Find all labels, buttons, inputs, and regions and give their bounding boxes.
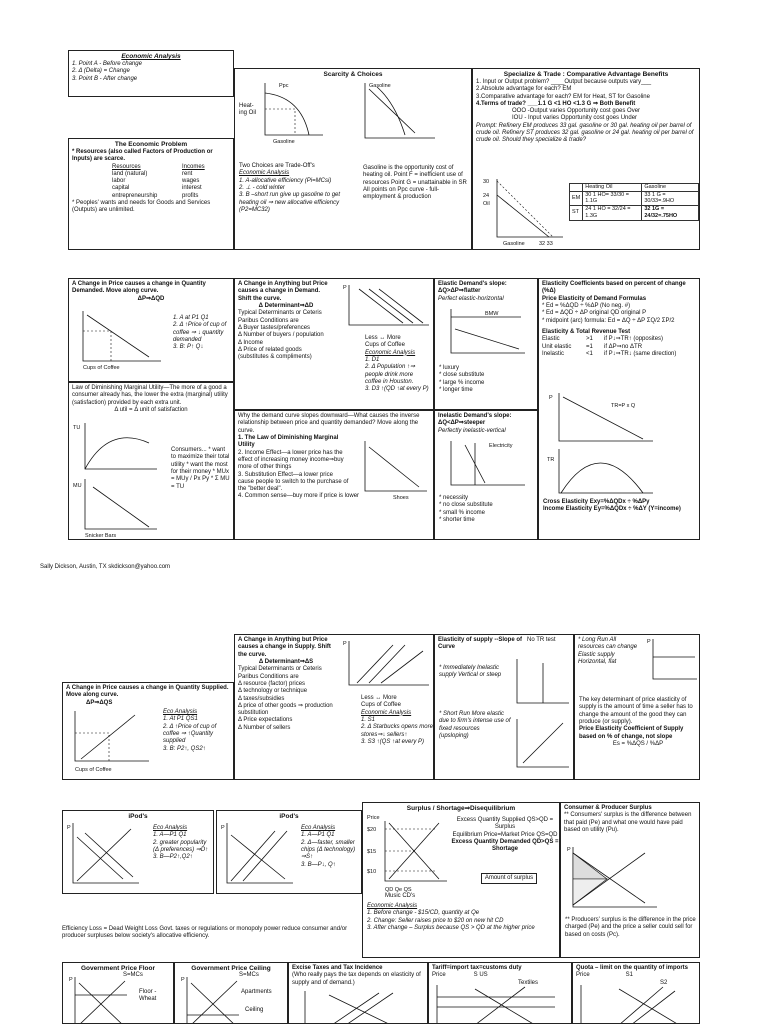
svg-text:P: P — [221, 825, 225, 831]
surplus-title: Surplus / Shortage⇒Disequilibrium — [406, 805, 516, 812]
tariff-title: Tariff=import tax=customs duty — [432, 965, 522, 971]
elasticity-title: Elasticity Coefficients based on percent of change (%Δ) — [542, 281, 686, 295]
floor-graph — [69, 977, 129, 1024]
gasoline-mc-graph — [355, 83, 435, 143]
scarcity-item: 1. A-allocative efficiency (Pi=MCsi) — [239, 177, 332, 184]
excise-graph — [299, 991, 409, 1024]
tr-cell: >1 — [586, 336, 593, 343]
determinant-item: Δ Buyer tastes/preferences — [238, 324, 311, 331]
supply-shift-caption: Cups of Coffee — [361, 702, 401, 709]
tr-title: Elasticity & Total Revenue Test — [542, 328, 631, 335]
tariff-box — [428, 962, 572, 1024]
elasticity-box — [538, 278, 700, 540]
change-supply-sub: Typical Determinants or Ceteris Paribus Conditions are — [238, 666, 322, 680]
ceiling-tag: Ceiling — [245, 1007, 264, 1013]
change-supply-formula: Δ Determinant⇒ΔS — [258, 658, 314, 665]
svg-text:P: P — [647, 639, 651, 645]
change-demand-formula: Δ Determinant⇒ΔD — [258, 302, 314, 309]
heating-oil-label: Heat-ing Oil — [239, 103, 257, 117]
elastic-box — [434, 278, 538, 410]
tr-cell: <1 — [586, 350, 593, 357]
why-demand-title: Why the demand curve slopes downward—What causes the inverse relationship between price and quantity demanded? Move along the curve. — [238, 413, 420, 434]
cs-ps-graph — [567, 847, 657, 913]
ipod-supply-box — [216, 810, 362, 894]
tradeoff-text: Two Choices are Trade-Off's — [239, 163, 315, 169]
scarcity-ea-label: Economic Analysis — [239, 170, 290, 177]
change-demand-title: A Change in Anything but Price causes a change in Demand. Shift the curve. — [238, 281, 328, 302]
demand-graph — [77, 311, 161, 371]
table-cell: 24 1 HO = 32/24 = 1.3G — [583, 206, 642, 220]
income-cell: profits — [182, 192, 199, 199]
ea-item: 1. D1 — [365, 356, 380, 363]
specialize-title: Specialize & Trade : Comparative Advantage Benefits — [503, 71, 669, 78]
quota-price-label: Price — [576, 972, 590, 979]
amount-surplus-label: Amount of surplus — [481, 873, 537, 884]
price-qs-item: 1. At P1 QS1 — [163, 716, 198, 723]
tr-cell: Elastic — [542, 336, 560, 343]
shoes-caption: Shoes — [393, 495, 409, 501]
specialize-line: IOU - Input varies Opportunity cost goes Under — [512, 115, 638, 122]
economic-problem-title: The Economic Problem — [114, 141, 188, 148]
trade-x2-label: 32 33 — [539, 241, 553, 247]
floor-title: Government Price Floor — [80, 965, 156, 972]
y24-label: 24 — [483, 193, 490, 199]
why-demand-box — [234, 410, 434, 540]
why-item: 2. Income Effect—a lower price has the effect of increasing money income⇒buy more of other things — [238, 449, 344, 471]
scarcity-item: 3. B –short run give up gasoline to get heating oil ⇒ new allocative efficiency (P2=MC32) — [239, 192, 341, 213]
ipod1-item: 3. B—P2↑,Q2↑ — [153, 854, 193, 861]
quota-s1-label: S1 — [625, 972, 634, 979]
why-item: 3. Substitution Effect—a lower price cause people to switch to the purchase of the "better deal". — [238, 471, 349, 493]
electricity-label: Electricity — [489, 443, 513, 449]
specialize-trade-box — [472, 68, 700, 250]
floor-tag: Floor - Wheat — [139, 989, 157, 1003]
ceiling-title: Government Price Ceiling — [191, 965, 271, 972]
economic-problem-footer: * Peoples' wants and needs for Goods and Services (Outputs) are unlimited. — [72, 200, 211, 214]
income-cell: rent — [182, 170, 193, 177]
scarcity-choices-box — [234, 68, 472, 250]
scarcity-title: Scarcity & Choices — [323, 71, 383, 78]
change-supply-ea: Economic Analysis — [361, 709, 412, 716]
efficiency-loss-text: Efficiency Loss = Dead Weight Loss Govt. taxes or regulations or monopoly power reduce consumer and/or producer surpluses below society's allocative efficiency. — [62, 926, 348, 940]
elastic-graph — [445, 309, 525, 359]
y30-label: 30 — [483, 179, 490, 185]
producer-surplus-text: ** Producers' surplus is the difference in the price charged (Pe) and the price a seller could sell for based on costs (Pc). — [565, 917, 696, 938]
long-run-coef: Price Elasticity Coefficient of Supply based on % of change, not slope — [579, 726, 684, 740]
elasticity-line: * Ed = ΔQD ÷ ΔP original QD original P — [542, 310, 647, 317]
inelastic-sub: Perfectly inelastic-vertical — [438, 427, 506, 434]
economic-analysis-title: Economic Analysis — [121, 53, 181, 60]
incomes-header: Incomes — [182, 163, 205, 170]
dmu-box — [68, 382, 234, 540]
resources-header: Resources — [112, 163, 141, 170]
shoes-graph — [359, 441, 427, 501]
short-run-text: * Short Run More elastic due to firm's intense use of fixed resources (upsloping) — [439, 711, 511, 739]
income-cell: interest — [182, 185, 202, 192]
p10-label: $10 — [367, 869, 377, 875]
inelastic-graph — [445, 441, 525, 491]
ipod1-item: 1. A—P1 Q1 — [153, 832, 187, 839]
income-cell: wages — [182, 178, 200, 185]
svg-text:P: P — [343, 641, 347, 647]
ipod-demand-box — [62, 810, 214, 894]
quota-box — [572, 962, 700, 1024]
trade-table — [569, 183, 699, 221]
ipod2-item: 2. Δ—faster, smaller chips (Δ technology) ⇒S↑ — [301, 839, 356, 861]
specialize-line: 2.Absolute advantage for each? EM — [476, 86, 572, 93]
supply-determinant: Δ price of other goods ⇒ production substitution — [238, 702, 333, 717]
dmu-right: Consumers... * want to maximize their total utility * want the most for their money * MUx = MUy / Px Py * Σ MU = TU — [171, 447, 230, 490]
price-qd-item: 2. Δ ↑Price of cup of coffee ⇒ ↓ quantity demanded — [173, 322, 227, 343]
price-qd-item: 3. B: P↑ Q↓ — [173, 344, 204, 351]
determinant-item: Δ Number of buyers / population — [238, 332, 324, 339]
table-cell: 30 1 HO= 33/30 = 1.1G — [583, 191, 642, 205]
inelastic-item: * shorter time — [439, 516, 475, 523]
table-cell: EM — [570, 191, 583, 205]
price-qs-title: A Change in Price causes a change in Quantity Supplied. Move along curve. — [66, 685, 229, 699]
supply-determinant: Δ Price expectations — [238, 717, 293, 724]
price-qs-formula: ΔP⇒ΔQS — [86, 699, 113, 706]
price-qs-item: 2. Δ ↑Price of cup of coffee ⇒ ↑Quantity supplied — [163, 723, 217, 745]
specialize-prompt: Prompt: Refinery EM produces 33 gal. gasoline or 30 gal. heating oil per barrel of crude oil. Refinery ST produces 32 gal. gasoline or 24 gal. heating oil per barrel of crude oil. Should they specialize & trade? — [476, 122, 694, 144]
cups-coffee-caption: Cups of Coffee — [83, 365, 120, 371]
supply-graph — [69, 711, 149, 775]
specialize-line: OOO -Output varies Opportunity cost goes Over — [512, 108, 641, 115]
elasticity-line: * Ed = %ΔQD ÷ %ΔP (No neg. #) — [542, 302, 631, 309]
inelastic-title: Inelastic Demand's slope: ΔQ<ΔP⇒steeper — [438, 413, 512, 427]
surplus-ea-item: 3. After change – Surplus because QS > QD at the higher price — [367, 924, 535, 931]
long-run-box — [574, 634, 700, 780]
svg-text:P: P — [343, 285, 347, 291]
resource-cell: capital — [112, 185, 130, 192]
inelastic-box — [434, 410, 538, 540]
gasoline-graph-title: Gasoline — [369, 83, 391, 89]
tr-graph — [547, 393, 663, 497]
excise-sub: (Who really pays the tax depends on elasticity of supply and of demand.) — [292, 972, 421, 986]
less-more-label: Less ↔ More — [365, 335, 401, 341]
svg-text:P: P — [67, 825, 71, 831]
snicker-caption: Snicker Bars — [85, 533, 117, 539]
svg-text:P: P — [181, 977, 185, 983]
table-head: Heating Oil — [583, 184, 642, 192]
quota-title: Quota – limit on the quantity of imports — [576, 965, 688, 971]
tr-cell: Inelastic — [542, 350, 565, 357]
ea-line: 1. Point A - Before change — [72, 60, 142, 67]
change-supply-box — [234, 634, 434, 780]
supply-shift-graph — [343, 641, 429, 691]
table-head — [570, 184, 583, 192]
ea-line: 2. Δ (Delta) = Change — [72, 68, 130, 75]
resource-cell: labor — [112, 178, 126, 185]
price-qd-formula: ΔP⇒ΔQD — [137, 295, 165, 302]
svg-text:P: P — [69, 977, 73, 983]
apartments-tag: Apartments — [241, 989, 272, 995]
credit-line: Sally Dickson, Austin, TX skdickson@yahoo.com — [40, 564, 171, 570]
supply-elastic-graph — [513, 659, 571, 777]
tu-graph — [73, 423, 159, 539]
ppc-label: Ppc — [279, 83, 289, 89]
why-item: 4. Common sense—buy more if price is lower — [238, 493, 360, 500]
ipod2-item: 1. A—P1 Q1 — [301, 832, 335, 839]
supply-ea-item: 1. S1 — [361, 716, 376, 723]
cons-prod-title: Consumer & Producer Surplus — [564, 805, 652, 811]
excise-tax-box — [288, 962, 428, 1024]
supply-caption: Cups of Coffee — [75, 767, 112, 773]
ipod1-ea: Eco Analysis — [153, 825, 188, 831]
elastic-item: * large % income — [439, 379, 485, 386]
scarcity-item: 2. ⊥ - cold winter — [239, 184, 285, 191]
consumer-producer-box — [560, 802, 700, 958]
price-qd-title: A Change in Price causes a change in Quantity Demanded. Move along curve. — [72, 281, 206, 295]
tr-cell: Unit elastic — [542, 343, 572, 350]
demand-caption: Cups of Coffee — [365, 342, 405, 349]
excise-title: Excise Taxes and Tax Incidence — [292, 965, 383, 971]
why-item: 1. The Law of Diminishing Marginal Utility — [238, 434, 339, 449]
p15-label: $15 — [367, 849, 377, 855]
svg-text:P: P — [567, 847, 571, 853]
scarcity-left-text — [239, 163, 359, 214]
supply-determinant: Δ Number of sellers — [238, 724, 291, 731]
long-run-text: * Long Run All resources can change Elastic supply Horizontal, flat — [578, 637, 638, 665]
p20-label: $20 — [367, 827, 377, 833]
inelastic-item: * necessity — [439, 495, 469, 501]
ea-item: 3. D3 ↑(QD ↑at every P) — [365, 386, 429, 393]
ipod1-title: iPod's — [128, 813, 148, 820]
surplus-line: Excess Quantity Demanded QD>QS = Shortage — [451, 838, 559, 853]
elastic-item: * close substitute — [439, 372, 485, 379]
inelastic-item: * small % income — [439, 509, 486, 516]
elastic-title: Elastic Demand's slope: ΔQ>ΔP⇒flatter — [438, 281, 507, 295]
ceiling-graph — [181, 977, 241, 1024]
ipod2-ea: Eco Analysis — [301, 825, 336, 831]
tariff-graph — [435, 985, 565, 1024]
specialize-line: 1. Input or Output problem? ____Output because outputs vary___ — [476, 78, 652, 85]
elasticity-supply-box — [434, 634, 574, 780]
ipod2-title: iPod's — [279, 813, 299, 820]
price-ceiling-box — [174, 962, 288, 1024]
elastic-sub: Perfect elastic-horizontal — [438, 295, 504, 302]
surplus-ea: Economic Analysis — [367, 903, 418, 909]
quota-graph — [579, 985, 695, 1024]
surplus-price-label: Price — [367, 815, 380, 821]
ppc-graph — [253, 83, 323, 145]
oil-label: Oil — [483, 201, 490, 207]
floor-s-label: S=MCs — [123, 972, 143, 978]
price-qs-ea: Eco Analysis — [163, 709, 198, 715]
supply-determinant: Δ technology or technique — [238, 688, 308, 695]
table-head: Gasoline — [642, 184, 699, 192]
economic-problem-intro: * Resources (also called Factors of Production or Inputs) are scarce. — [72, 148, 213, 163]
table-cell: ST — [570, 206, 583, 220]
supply-ea-item: 2. Δ Starbucks opens more stores⇒↓ sellers↑ — [361, 724, 433, 738]
ea-item: 2. Δ Population ↑⇒ people drink more coffee in Houston. — [365, 364, 415, 385]
scarcity-right-text: Gasoline is the opportunity cost of heating oil. Point F = inefficient use of resources Point G = unattainable in SR All points on Ppc curve - full-employment & production — [363, 165, 467, 201]
supply-less-more: Less ↔ More — [361, 695, 397, 701]
determinant-item: Δ Income — [238, 339, 264, 346]
tariff-s-label: S US — [473, 972, 488, 979]
ipod2-graph — [221, 823, 293, 889]
surplus-ea-item: 1. Before change - $15/CD, quantity at Qe — [367, 910, 480, 917]
specialize-line: 3.Comparative advantage for each? EM for Heat, ST for Gasoline — [476, 93, 650, 100]
surplus-x-label: QD Qe QS — [385, 887, 412, 893]
price-qs-item: 3. B: P2↑, QS2↑ — [163, 745, 206, 752]
elastic-item: * luxury — [439, 365, 460, 371]
economic-problem-box — [68, 138, 234, 250]
music-cd-caption: Music CD's — [385, 893, 416, 899]
trade-graph — [483, 179, 563, 245]
change-supply-title: A Change in Anything but Price causes a change in Supply. Shift the curve. — [238, 637, 331, 658]
surplus-line: Equilibrium Price=Market Price QS=QD — [452, 831, 558, 838]
quota-s2-label: S2 — [660, 979, 668, 986]
supply-determinant: Δ resource (factor) prices — [238, 680, 306, 687]
tr-cell: =1 — [586, 343, 593, 350]
income-elasticity: Income Elasticity Ey=%ΔQDx ÷ %ΔY (Y=income) — [543, 506, 681, 513]
immediately-text: * Immediately Inelastic supply Vertical or steep — [439, 665, 502, 679]
ipod2-item: 3. B—P↓, Q↑ — [301, 861, 336, 868]
surplus-box — [362, 802, 560, 958]
ipod1-graph — [67, 823, 139, 889]
surplus-graph — [367, 815, 447, 893]
table-cell: 32 1G = 24/32=.75HO — [642, 206, 699, 220]
surplus-ea-item: 2. Change: Seller raises price to $20 on new hit CD — [367, 917, 504, 924]
table-cell: 33 1 G = 30/33=.9HO — [642, 191, 699, 205]
price-qd-item: 1. A at P1 Q1 — [173, 315, 209, 321]
price-qs-box — [62, 682, 234, 780]
surplus-line: Excess Quantity Supplied QS>QD = Surplus — [456, 817, 554, 831]
svg-text:MU: MU — [73, 483, 82, 489]
elasticity-supply-title: Elasticity of supply --Slope of Curve — [438, 637, 523, 651]
supply-determinant: Δ taxes/subsidies — [238, 695, 285, 702]
dmu-title: Law of Diminishing Marginal Utility—The more of a good a consumer already has, the lower the extra (marginal) utility (satisfaction) provided by each extra unit. — [72, 385, 228, 406]
elasticity-sub: Price Elasticity of Demand Formulas — [542, 295, 647, 302]
svg-text:TU: TU — [73, 425, 81, 431]
trade-x-label: Gasoline — [503, 241, 525, 247]
trpq-label: TR=P x Q — [611, 403, 636, 409]
svg-text:TR: TR — [547, 457, 555, 463]
no-tr-test: No TR test — [527, 637, 556, 643]
change-demand-sub: Typical Determinants or Ceteris Paribus Conditions are — [238, 310, 322, 324]
long-run-key: The key determinant of price elasticity of supply is the amount of time a seller has to change the amount of the good they can produce (or supply). — [579, 697, 693, 725]
demand-shift-graph — [343, 285, 429, 333]
determinant-item: Δ Price of related goods (substitutes & compliments) — [238, 346, 312, 361]
specialize-line: 4.Terms of trade? ___1.1 G <1 HO <1.3 G ⇒ Both Benefit — [476, 100, 636, 107]
supply-ea-item: 3. S3 ↑(QS ↑at every P) — [361, 738, 425, 745]
tr-cell: if P↓⇒TR↑ (opposites) — [604, 336, 664, 343]
ea-line: 3. Point B - After change — [72, 75, 138, 82]
price-qd-box — [68, 278, 234, 382]
ceiling-s-label: S=MCs — [239, 972, 259, 978]
dmu-util: Δ util = Δ unit of satisfaction — [114, 406, 188, 413]
tr-cell: if P↓⇒TR↓ (same direction) — [604, 350, 677, 357]
ipod1-item: 2. greater popularity (Δ preferences) ⇒D↑ — [153, 839, 209, 853]
long-run-formula: Es = %ΔQS / %ΔP — [612, 740, 664, 747]
economic-analysis-box — [68, 50, 234, 97]
cross-elasticity: Cross Elasticity Exy=%ΔQDx ÷ %ΔPy — [543, 499, 650, 505]
tariff-textiles-label: Textiles — [518, 979, 539, 986]
resource-cell: entrepreneurship — [112, 192, 158, 199]
ppc-x-label: Gasoline — [273, 139, 295, 145]
price-floor-box — [62, 962, 174, 1024]
svg-text:P: P — [549, 395, 553, 401]
elasticity-line: * midpoint (arc) formula: Ed = ΔQ ÷ ΔP ΣQ/2 ΣP/2 — [542, 317, 675, 324]
change-demand-ea: Economic Analysis — [365, 349, 416, 356]
change-demand-box — [234, 278, 434, 410]
long-run-graph — [647, 639, 697, 689]
resource-cell: land (natural) — [112, 170, 148, 177]
consumer-surplus-text: ** Consumers' surplus is the difference between that paid (Pe) and what one would have paid based on utility (Pu). — [564, 812, 692, 833]
tariff-price-label: Price — [432, 972, 446, 979]
inelastic-item: * no close substitute — [439, 502, 493, 509]
tr-cell: if ΔP⇒no ΔTR — [604, 343, 643, 350]
elastic-item: * longer time — [439, 386, 473, 393]
bmw-label: BMW — [485, 311, 499, 317]
